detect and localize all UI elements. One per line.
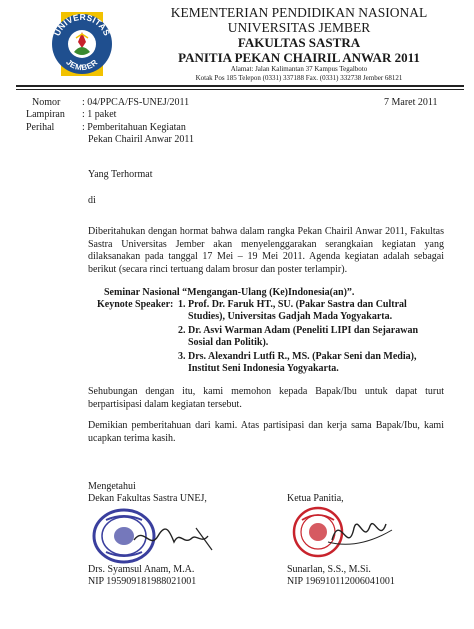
recipient-location: di — [88, 195, 96, 206]
svg-text:JEMBER: JEMBER — [64, 57, 100, 73]
body-paragraph-1: Diberitahukan dengan hormat bahwa dalam rangka Pekan Chairil Anwar 2011, Fakultas Sastra Universitas Jember akan menyelenggarakan serangkaian kegiatan yang dilaksanakan pada tanggal 17 Mei – 19 Mei 2011. Agenda kegiatan adalah sebagai berikut (secara rinci tertuang dalam brosur dan poster terlampir). — [88, 226, 444, 275]
letter-date: 7 Maret 2011 — [384, 97, 438, 108]
body-paragraph-3: Demikian pemberitahuan dari kami. Atas partisipasi dan kerja sama Bapak/Ibu, kami ucapkan terima kasih. — [88, 420, 444, 444]
svg-text:UNIVERSITAS: UNIVERSITAS — [51, 11, 113, 38]
committee-name: PANITIA PEKAN CHAIRIL ANWAR 2011 — [178, 50, 420, 65]
speaker-1-line-2: Studies), Universitas Gadjah Mada Yogyakarta. — [188, 311, 393, 322]
lampiran-label: Lampiran — [26, 109, 65, 120]
speaker-2-line-2: Sosial dan Politik). — [188, 337, 269, 348]
contact-line: Kotak Pos 185 Telepon (0331) 337188 Fax. (0331) 332738 Jember 68121 — [195, 74, 403, 82]
speaker-2-line-1: 2. Dr. Asvi Warman Adam (Peneliti LIPI dan Sejarawan — [178, 325, 419, 336]
chair-name: Sunarlan, S.S., M.Si. — [287, 564, 371, 575]
lampiran-value: : 1 paket — [82, 109, 117, 120]
dean-name: Drs. Syamsul Anam, M.A. — [88, 564, 195, 575]
university-name: UNIVERSITAS JEMBER — [227, 20, 371, 35]
perihal-value-cont: Pekan Chairil Anwar 2011 — [88, 134, 195, 145]
university-logo — [34, 8, 130, 80]
speaker-1-line-1: 1. Prof. Dr. Faruk HT., SU. (Pakar Sastra dan Cultral — [178, 299, 407, 310]
faculty-name: FAKULTAS SASTRA — [237, 35, 361, 50]
chair-title: Ketua Panitia, — [287, 493, 344, 504]
chair-nip: NIP 196910112006041001 — [287, 576, 395, 587]
speaker-3-line-1: 3. Drs. Alexandri Lutfi R., MS. (Pakar Seni dan Media), — [178, 351, 417, 362]
acknowledged-label: Mengetahui — [88, 481, 136, 492]
perihal-value: : Pemberitahuan Kegiatan — [82, 122, 186, 133]
perihal-label: Perihal — [26, 122, 55, 133]
dean-nip: NIP 195909181988021001 — [88, 576, 197, 587]
dean-stamp-signature — [84, 506, 224, 566]
ministry-name: KEMENTERIAN PENDIDIKAN NASIONAL — [170, 5, 428, 20]
nomor-value: : 04/PPCA/FS-UNEJ/2011 — [82, 97, 190, 108]
keynote-label: Keynote Speaker: — [97, 299, 174, 310]
address-line: Alamat: Jalan Kalimantan 37 Kampus Tegalboto — [230, 65, 368, 73]
header-rule-thick — [16, 85, 464, 87]
dean-title: Dekan Fakultas Sastra UNEJ, — [88, 493, 207, 504]
salutation: Yang Terhormat — [88, 169, 153, 180]
chair-stamp-signature — [288, 502, 408, 564]
seminar-title: Seminar Nasional “Mengangan-Ulang (Ke)Indonesia(an)”. — [104, 287, 355, 298]
header-rule-thin — [16, 89, 464, 90]
speaker-3-line-2: Institut Seni Indonesia Yogyakarta. — [188, 363, 339, 374]
nomor-label: Nomor — [32, 97, 61, 108]
body-paragraph-2: Sehubungan dengan itu, kami memohon kepada Bapak/Ibu untuk dapat turut berpartisipasi dalam kegiatan tersebut. — [88, 386, 444, 410]
